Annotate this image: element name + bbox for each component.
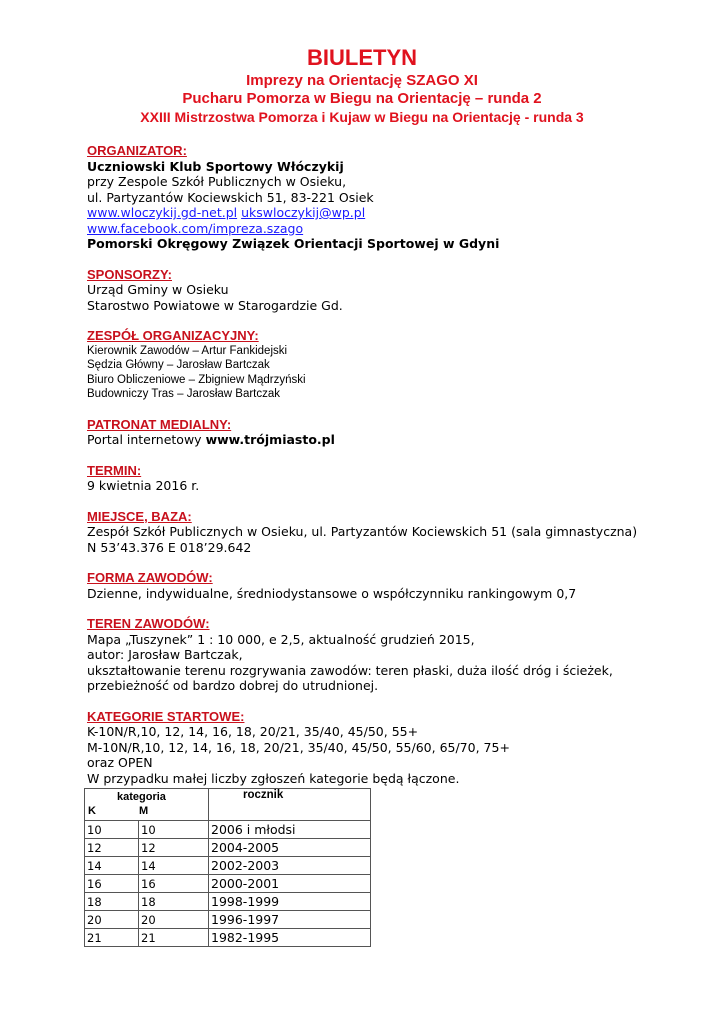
team-member: Biuro Obliczeniowe – Zbigniew Mądrzyński (87, 373, 306, 386)
section-title-venue: MIEJSCE, BAZA: (87, 508, 192, 524)
section-title-sponsors: SPONSORZY: (87, 266, 172, 282)
sponsor-item: Starostwo Powiatowe w Starogardzie Gd. (87, 297, 343, 313)
table-row (85, 839, 371, 857)
section-categories (87, 709, 687, 787)
section-organizer (87, 143, 687, 252)
section-title-team: ZESPÓŁ ORGANIZACYJNY: (87, 328, 259, 343)
header-k: K (88, 805, 96, 817)
terrain-line: Mapa „Tuszynek” 1 : 10 000, e 2,5, aktualność grudzień 2015, (87, 631, 475, 647)
website-link[interactable]: www.wloczykij.gd-net.pl (87, 205, 238, 220)
header-rocznik: rocznik (209, 789, 371, 821)
bulletin-header (0, 44, 724, 126)
cell-m: 14 (139, 857, 209, 875)
categories-open: oraz OPEN (87, 755, 153, 770)
table-header-row (85, 789, 371, 821)
cell-k: 10 (85, 821, 139, 839)
event-date: 9 kwietnia 2016 r. (87, 478, 200, 493)
cell-year: 1996-1997 (209, 911, 371, 929)
table-row (85, 911, 371, 929)
section-terrain (87, 616, 687, 694)
cell-m: 20 (139, 911, 209, 929)
table-row (85, 893, 371, 911)
cell-k: 16 (85, 875, 139, 893)
media-site: www.trójmiasto.pl (205, 432, 335, 447)
partner-name: Pomorski Okręgowy Związek Orientacji Sportowej w Gdyni (87, 236, 500, 251)
section-title-organizer: ORGANIZATOR: (87, 143, 187, 158)
cell-k: 18 (85, 893, 139, 911)
facebook-link[interactable]: www.facebook.com/impreza.szago (87, 220, 304, 236)
section-sponsors (87, 267, 687, 314)
cell-m: 10 (139, 821, 209, 839)
section-title-terrain: TEREN ZAWODÓW: (87, 616, 210, 631)
section-title-categories: KATEGORIE STARTOWE: (87, 708, 245, 724)
cell-m: 12 (139, 839, 209, 857)
section-venue (87, 509, 687, 556)
organizer-links (87, 205, 687, 221)
category-table (84, 788, 371, 947)
cell-k: 20 (85, 911, 139, 929)
section-team (87, 328, 687, 402)
cup-name: Pucharu Pomorza w Biegu na Orientację – runda 2 (182, 90, 542, 107)
venue-address: Zespół Szkół Publicznych w Osieku, ul. Partyzantów Kociewskich 51 (sala gimnastyczna) (87, 524, 638, 539)
organizer-address: ul. Partyzantów Kociewskich 51, 83-221 Osiek (87, 189, 374, 205)
cell-year: 2004-2005 (209, 839, 371, 857)
email-link[interactable]: ukswloczykij@wp.pl (241, 205, 366, 220)
section-title-date: TERMIN: (87, 462, 142, 478)
terrain-line: ukształtowanie terenu rozgrywania zawodów: teren płaski, duża ilość dróg i ścieżek, (87, 662, 613, 678)
championship-name: XXIII Mistrzostwa Pomorza i Kujaw w Biegu na Orientację - runda 3 (140, 109, 584, 125)
page-title: BIULETYN (307, 45, 417, 70)
team-member: Budowniczy Tras – Jarosław Bartczak (87, 388, 281, 400)
cell-year: 2006 i młodsi (209, 821, 371, 839)
terrain-line: przebieżność od bardzo dobrej do utrudnionej. (87, 678, 379, 693)
section-title-media: PATRONAT MEDIALNY: (87, 416, 232, 432)
table-row (85, 821, 371, 839)
organizer-line: przy Zespole Szkół Publicznych w Osieku, (87, 174, 347, 189)
cell-year: 1982-1995 (209, 929, 371, 947)
cell-m: 16 (139, 875, 209, 893)
team-member: Sędzia Główny – Jarosław Bartczak (87, 359, 270, 371)
cell-k: 14 (85, 857, 139, 875)
header-m: M (139, 805, 149, 817)
cell-year: 1998-1999 (209, 893, 371, 911)
media-prefix: Portal internetowy (87, 432, 206, 447)
section-title-format: FORMA ZAWODÓW: (87, 570, 213, 585)
table-row (85, 875, 371, 893)
cell-m: 21 (139, 929, 209, 947)
header-kategoria: kategoria (117, 791, 166, 803)
categories-women: K-10N/R,10, 12, 14, 16, 18, 20/21, 35/40, 45/50, 55+ (87, 724, 419, 739)
table-row (85, 857, 371, 875)
team-member: Kierownik Zawodów – Artur Fankidejski (87, 344, 288, 357)
section-format (87, 570, 687, 601)
venue-coordinates: N 53’43.376 E 018’29.642 (87, 539, 252, 555)
cell-year: 2000-2001 (209, 875, 371, 893)
cell-m: 18 (139, 893, 209, 911)
header-category-cell (85, 789, 209, 821)
categories-men: M-10N/R,10, 12, 14, 16, 18, 20/21, 35/40, 45/50, 55/60, 65/70, 75+ (87, 739, 510, 755)
terrain-line: autor: Jarosław Bartczak, (87, 647, 243, 662)
competition-format: Dzienne, indywidualne, średniodystansowe o współczynniku rankingowym 0,7 (87, 585, 577, 601)
section-date (87, 463, 687, 494)
event-name: Imprezy na Orientację SZAGO XI (246, 72, 478, 89)
section-media (87, 417, 687, 448)
bulletin-content (87, 143, 687, 786)
sponsor-item: Urząd Gminy w Osieku (87, 282, 229, 297)
organizer-name: Uczniowski Klub Sportowy Włóczykij (87, 158, 344, 174)
cell-k: 12 (85, 839, 139, 857)
categories-note: W przypadku małej liczby zgłoszeń kategorie będą łączone. (87, 770, 460, 786)
cell-year: 2002-2003 (209, 857, 371, 875)
table-row (85, 929, 371, 947)
cell-k: 21 (85, 929, 139, 947)
